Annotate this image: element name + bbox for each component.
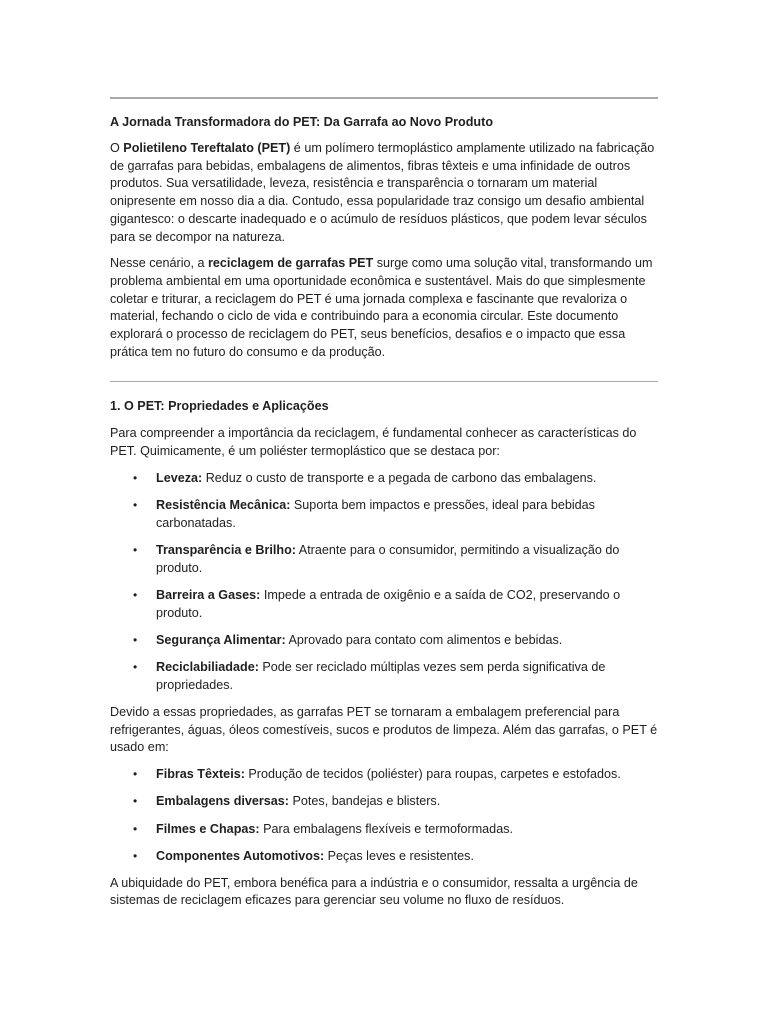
document-title: A Jornada Transformadora do PET: Da Garrafa ao Novo Produto	[110, 115, 494, 129]
list-item	[110, 587, 658, 622]
bullet-icon: •	[133, 543, 138, 558]
bullet-icon: •	[133, 821, 138, 836]
list-item-text: Reduz o custo de transporte e a pegada de carbono das embalagens.	[202, 470, 597, 485]
section-lead-paragraph: Para compreender a importância da reciclagem, é fundamental conhecer as características do PET. Quimicamente, é um poliéster termoplástico que se destaca por:	[110, 426, 637, 459]
list-item	[110, 848, 658, 866]
bullet-icon: •	[133, 588, 138, 603]
section-divider	[110, 381, 658, 382]
bullet-icon: •	[133, 498, 138, 513]
intro-paragraph-2	[110, 255, 658, 361]
list-item-text: Suporta bem impactos e pressões, ideal para bebidas carbonatadas.	[156, 498, 595, 530]
list-item	[110, 659, 658, 694]
document-page	[110, 0, 658, 910]
intro-2-bold: reciclagem de garrafas PET	[208, 256, 374, 271]
list-item-term: Filmes e Chapas:	[156, 821, 260, 836]
intro-1-pre: O	[110, 141, 124, 155]
list-item-term: Fibras Têxteis:	[156, 766, 245, 781]
list-item-text: Aprovado para contato com alimentos e bebidas.	[285, 633, 563, 648]
list-item-text: Peças leves e resistentes.	[324, 848, 474, 863]
list-item-text: Para embalagens flexíveis e termoformadas.	[259, 821, 513, 836]
list-item-text: Potes, bandejas e blisters.	[289, 794, 441, 809]
section-heading: 1. O PET: Propriedades e Aplicações	[110, 399, 329, 414]
list-item-text: Produção de tecidos (poliéster) para roupas, carpetes e estofados.	[244, 766, 621, 781]
intro-2-post: surge como uma solução vital, transformando um problema ambiental em uma oportunidade econômica e sustentável. Mais do que simplesmente coletar e triturar, a reciclagem do PET é uma jornada complexa e fascinante que revaloriza o material, fechando o ciclo de vida e contribuindo para a economia circular. Este documento explorará o processo de reciclagem do PET, seus benefícios, desafios e o impacto que essa prática tem no futuro do consumo e da produção.	[110, 256, 653, 359]
bullet-icon: •	[133, 470, 138, 485]
list-item-term: Componentes Automotivos:	[156, 848, 325, 863]
list-item-term: Resistência Mecânica:	[156, 498, 291, 513]
bullet-icon: •	[133, 633, 138, 648]
properties-list	[110, 470, 658, 695]
list-item-term: Transparência e Brilho:	[156, 543, 296, 558]
list-item-term: Embalagens diversas:	[156, 794, 289, 809]
list-item	[110, 497, 658, 532]
list-item-text: Pode ser reciclado múltiplas vezes sem perda significativa de propriedades.	[156, 660, 606, 693]
bullet-icon: •	[133, 766, 138, 781]
intro-1-bold: Polietileno Tereftalato (PET)	[123, 141, 291, 155]
list-item	[110, 766, 658, 784]
uses-list	[110, 766, 658, 866]
intro-1-post: é um polímero termoplástico amplamente utilizado na fabricação de garrafas para bebidas, embalagens de alimentos, fibras têxteis e uma infinidade de outros produtos. Sua versatilidade, leveza, resistência e transparência o tornaram um material onipresente em nosso dia a dia. Contudo, essa popularidade traz consigo um desafio ambiental gigantesco: o descarte inadequado e o acúmulo de resíduos plásticos, que podem levar séculos para se decompor na natureza.	[110, 141, 655, 244]
top-divider	[110, 97, 658, 99]
list-item-term: Reciclabiliadade:	[156, 660, 259, 675]
list-item	[110, 821, 658, 839]
list-item	[110, 470, 658, 488]
section-closing-paragraph: A ubiquidade do PET, embora benéfica para a indústria e o consumidor, ressalta a urgência de sistemas de reciclagem eficazes para gerenciar seu volume no fluxo de resíduos.	[110, 875, 638, 908]
list-item-term: Segurança Alimentar:	[156, 633, 286, 648]
list-item	[110, 632, 658, 650]
intro-2-pre: Nesse cenário, a	[110, 256, 209, 271]
list-item	[110, 793, 658, 811]
list-item-term: Barreira a Gases:	[156, 588, 261, 603]
bullet-icon: •	[133, 794, 138, 809]
list-item	[110, 542, 658, 577]
list-item-text: Atraente para o consumidor, permitindo a visualização do produto.	[156, 543, 620, 575]
intro-paragraph-1	[110, 140, 658, 246]
bullet-icon: •	[133, 848, 138, 863]
section-middle-paragraph: Devido a essas propriedades, as garrafas PET se tornaram a embalagem preferencial para refrigerantes, águas, óleos comestíveis, sucos e produtos de limpeza. Além das garrafas, o PET é usado em:	[110, 704, 658, 755]
list-item-text: Impede a entrada de oxigênio e a saída de CO2, preservando o produto.	[156, 588, 621, 620]
list-item-term: Leveza:	[156, 470, 203, 485]
bullet-icon: •	[133, 660, 138, 675]
